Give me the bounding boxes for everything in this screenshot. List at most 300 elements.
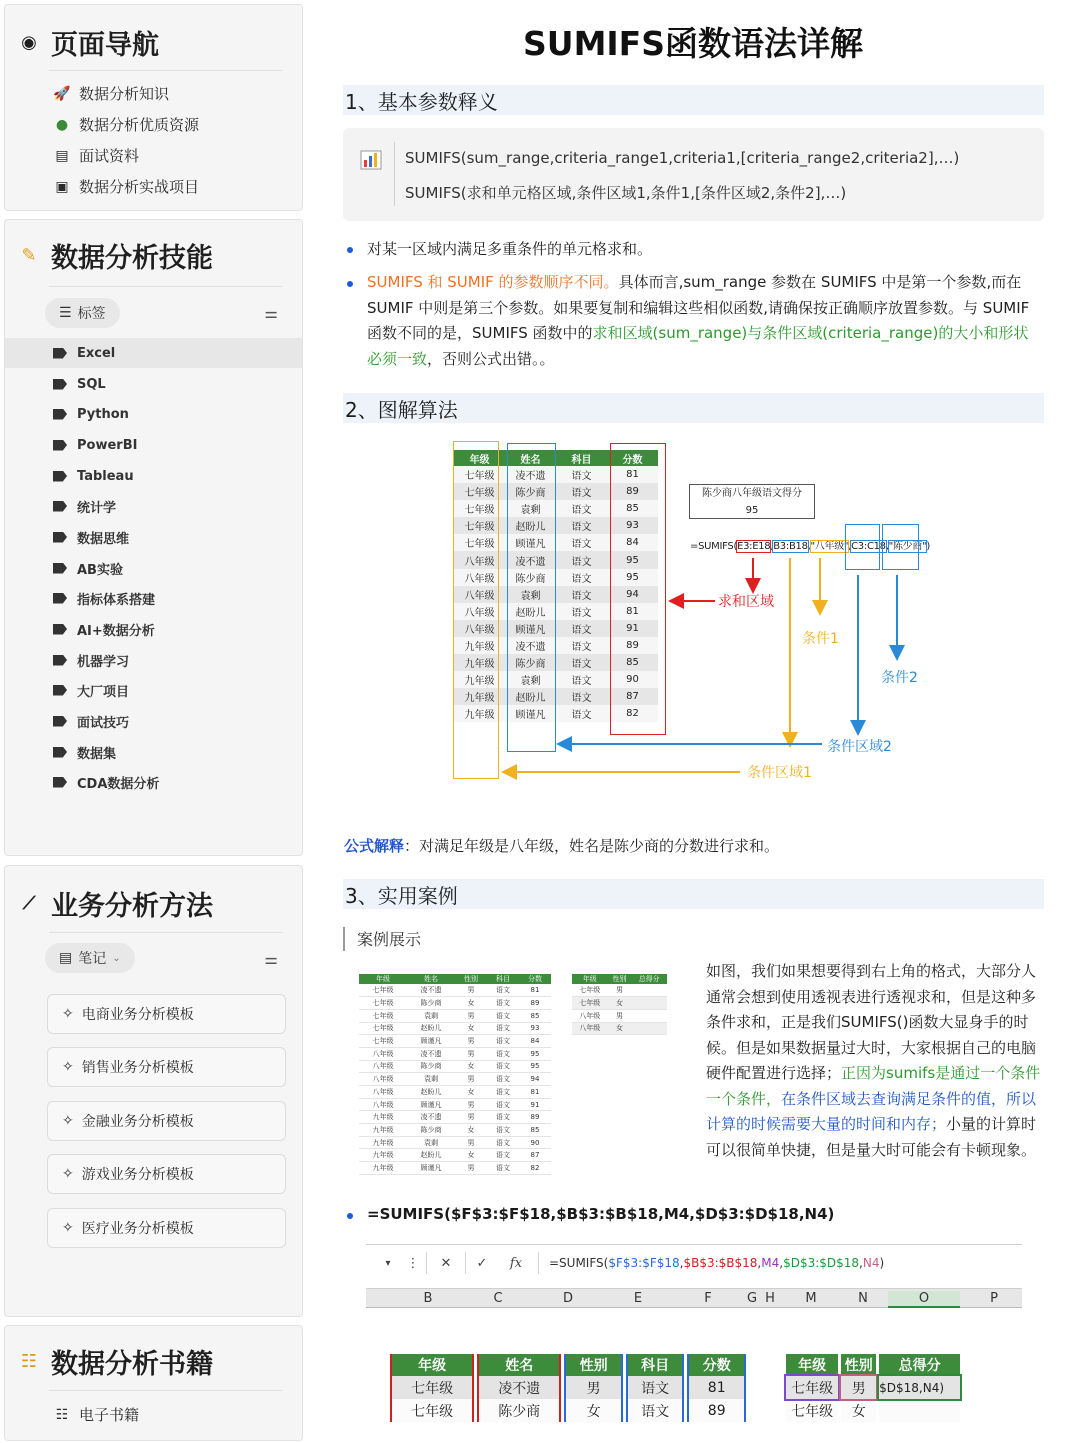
table-cell: 语文 xyxy=(487,1098,519,1111)
table-cell: 七年级 xyxy=(454,466,505,483)
table-cell: 语文 xyxy=(487,1124,519,1137)
table-cell: 陈少商 xyxy=(477,1399,561,1422)
template-button-game[interactable]: ✧ 游戏业务分析模板 xyxy=(47,1154,286,1194)
tag-item[interactable]: Excel xyxy=(5,338,302,368)
table-cell: 七年级 xyxy=(454,517,505,534)
table-cell: 81 xyxy=(519,1086,551,1099)
nav-item-ebooks[interactable]: ☷ 电子书籍 xyxy=(53,1404,139,1425)
table-cell: 89 xyxy=(607,483,658,500)
tag-item[interactable]: Python xyxy=(5,399,302,429)
table-cell: 顾谨凡 xyxy=(407,1098,455,1111)
table-cell: 七年级 xyxy=(359,1009,407,1022)
table-cell: 语文 xyxy=(487,1009,519,1022)
criteria-range1-label: 条件区域1 xyxy=(747,765,812,781)
fx-icon[interactable]: fx xyxy=(509,1255,523,1271)
template-button-ecommerce[interactable]: ✧ 电商业务分析模板 xyxy=(47,994,286,1034)
table-cell: 袁剩 xyxy=(407,1136,455,1149)
tag-icon xyxy=(53,532,67,543)
table-cell: 女 xyxy=(608,1022,632,1035)
table-row xyxy=(359,1124,551,1137)
column-header[interactable]: B xyxy=(423,1291,433,1306)
tag-icon xyxy=(53,379,67,390)
table-cell: 语文 xyxy=(556,586,607,603)
column-header: 年级 xyxy=(359,974,407,984)
table-cell: 语文 xyxy=(556,603,607,620)
table-cell: 赵盼儿 xyxy=(505,603,556,620)
tag-icon xyxy=(53,440,67,451)
bullet-dot xyxy=(347,1213,353,1219)
methods-card xyxy=(4,865,303,1317)
table-cell: 85 xyxy=(519,1124,551,1137)
compass-icon: ◉ xyxy=(21,32,37,53)
tag-item[interactable]: 面试技巧 xyxy=(5,706,302,736)
table-cell: 语文 xyxy=(556,671,607,688)
table-cell: 男 xyxy=(455,1136,487,1149)
table-cell: 八年级 xyxy=(454,620,505,637)
column-header[interactable]: G xyxy=(746,1291,758,1306)
bullet-text: SUMIFS 和 SUMIF 的参数顺序不同。具体而言,sum_range 参数在 SUMIFS 中是第一个参数,而在 SUMIF 中则是第三个参数。如果要复制和编辑这些相似函数,请确保按正确顺序放置参数。与 SUMIF函数不同的是，SUMIFS 函数中的求和区域(sum_range)与条件区域(criteria_range)的大小和形状必须一致，否则公式出错。。 xyxy=(367,273,1030,368)
skills-card xyxy=(4,219,303,856)
section-heading: 1、基本参数释义 xyxy=(343,85,1044,115)
criteria-range2-label: 条件区域2 xyxy=(827,739,892,755)
tag-item[interactable]: 数据思维 xyxy=(5,522,302,552)
table-cell: 陈少商 xyxy=(407,1060,455,1073)
column-header: 科目 xyxy=(626,1354,685,1376)
divider xyxy=(49,286,282,287)
table-cell: 陈少商 xyxy=(505,483,556,500)
table-row xyxy=(572,1009,667,1022)
table-cell: 91 xyxy=(607,620,658,637)
nav-card xyxy=(4,4,303,211)
note-icon: ▤ xyxy=(59,950,73,966)
table-cell: 语文 xyxy=(556,466,607,483)
note-filter-pill[interactable]: ▤ 笔记 ⌄ xyxy=(45,943,135,973)
nav-item-projects[interactable]: ▣ 数据分析实战项目 xyxy=(53,176,199,197)
column-header: 年级 xyxy=(454,450,505,466)
column-header[interactable]: E xyxy=(633,1291,643,1306)
table-row xyxy=(786,1399,960,1422)
table-cell: 赵盼儿 xyxy=(505,517,556,534)
tag-item[interactable]: 数据集 xyxy=(5,737,302,767)
table-cell: 82 xyxy=(607,705,658,722)
tag-item[interactable]: SQL xyxy=(5,369,302,399)
column-header: 科目 xyxy=(487,974,519,984)
table-cell: 语文 xyxy=(626,1376,685,1399)
table-cell: 81 xyxy=(519,984,551,997)
table-cell: 语文 xyxy=(626,1399,685,1422)
more-icon: ⋮ xyxy=(406,1255,420,1271)
table-cell: 语文 xyxy=(487,1073,519,1086)
column-header: 年级 xyxy=(572,974,608,984)
tag-icon xyxy=(53,777,67,788)
template-button-finance[interactable]: ✧ 金融业务分析模板 xyxy=(47,1101,286,1141)
column-header: 姓名 xyxy=(477,1354,561,1376)
table-cell: 七年级 xyxy=(454,483,505,500)
table-cell: 女 xyxy=(455,1149,487,1162)
table-cell: 赵盼儿 xyxy=(407,1022,455,1035)
table-cell: 凌不遗 xyxy=(407,1047,455,1060)
bullet-dot xyxy=(347,281,353,287)
table-cell: 语文 xyxy=(487,1047,519,1060)
table-cell: 凌不遗 xyxy=(407,984,455,997)
chevron-down-icon: ⌄ xyxy=(112,952,121,964)
table-cell: 七年级 xyxy=(390,1376,474,1399)
table-cell xyxy=(631,1022,667,1035)
table-cell: 语文 xyxy=(487,997,519,1010)
table-cell: 94 xyxy=(607,586,658,603)
table-cell: 语文 xyxy=(487,1035,519,1048)
bullet-text: 对某一区域内满足多重条件的单元格求和。 xyxy=(367,240,653,258)
case-result-table xyxy=(572,974,667,1035)
table-cell: 八年级 xyxy=(454,569,505,586)
syntax-box xyxy=(343,128,1044,221)
books-card xyxy=(4,1325,303,1441)
table-cell: 84 xyxy=(607,534,658,551)
table-cell: 八年级 xyxy=(454,603,505,620)
archive-icon: ▤ xyxy=(55,147,69,164)
table-cell: 84 xyxy=(519,1035,551,1048)
table-cell: 男 xyxy=(455,1073,487,1086)
table-cell: 语文 xyxy=(556,500,607,517)
list-icon: ☰ xyxy=(59,305,72,321)
table-cell: 七年级 xyxy=(359,1035,407,1048)
table-cell: 89 xyxy=(607,637,658,654)
table-cell: 语文 xyxy=(487,1149,519,1162)
table-cell: 顾谨凡 xyxy=(407,1162,455,1175)
table-cell: 男 xyxy=(564,1376,623,1399)
table-cell: 语文 xyxy=(556,551,607,568)
sumifs-formula: =SUMIFS($F$3:$F$18,$B$3:$B$18,M4,$D$3:$D$18,N4) xyxy=(367,1205,835,1223)
table-cell: 男 xyxy=(455,1035,487,1048)
table-cell: 八年级 xyxy=(572,1022,608,1035)
tag-item[interactable]: 统计学 xyxy=(5,491,302,521)
table-cell: 93 xyxy=(519,1022,551,1035)
column-header: 性别 xyxy=(841,1354,876,1376)
table-row xyxy=(359,1009,551,1022)
table-cell: 七年级 xyxy=(786,1376,838,1399)
table-cell: 七年级 xyxy=(359,997,407,1010)
table-row xyxy=(359,1098,551,1111)
table-cell: 凌不遗 xyxy=(505,551,556,568)
column-header: 年级 xyxy=(390,1354,474,1376)
table-cell: 七年级 xyxy=(786,1399,838,1422)
table-cell: 赵盼儿 xyxy=(407,1149,455,1162)
table-cell: 九年级 xyxy=(454,654,505,671)
table-cell: 袁剩 xyxy=(407,1009,455,1022)
table-cell: 七年级 xyxy=(572,984,608,997)
column-header[interactable]: D xyxy=(562,1291,573,1306)
tag-item[interactable]: AI+数据分析 xyxy=(5,614,302,644)
tag-icon xyxy=(53,593,67,604)
tag-item[interactable]: 大厂项目 xyxy=(5,675,302,705)
column-header[interactable]: C xyxy=(493,1291,503,1306)
case-description: 如图，我们如果想要得到右上角的格式，大部分人通常会想到使用透视表进行透视求和，但是这种多条件求和，正是我们SUMIFS()函数大显身手的时候。但是如果数据量过大时，大家根据自己的电脑硬件配置进行选择；正因为sumifs是通过一个条件一个条件，在条件区域去查询满足条件的值，所以计算的时候需要大量的时间和内存；小量的计算时可以很简单快捷，但是量大时可能会有卡顿现象。 xyxy=(706,962,1041,1159)
column-header[interactable]: N xyxy=(858,1291,868,1306)
diagram-arrows xyxy=(450,440,930,785)
table-cell: 九年级 xyxy=(359,1136,407,1149)
filter-settings-icon[interactable]: ⚌ xyxy=(264,950,278,968)
column-header: 总得分 xyxy=(879,1354,960,1376)
table-cell: 顾谨凡 xyxy=(407,1035,455,1048)
nav-item-knowledge[interactable]: 🚀 数据分析知识 xyxy=(53,85,170,103)
table-row xyxy=(786,1376,960,1399)
table-cell: 九年级 xyxy=(454,705,505,722)
list-icon: ☷ xyxy=(55,1406,69,1423)
table-cell: 93 xyxy=(607,517,658,534)
table-cell: 九年级 xyxy=(454,688,505,705)
criteria2-label: 条件2 xyxy=(881,670,918,686)
divider xyxy=(49,1390,282,1391)
table-row xyxy=(390,1399,746,1422)
table-cell: 95 xyxy=(519,1047,551,1060)
magic-wand-icon: ✧ xyxy=(62,1006,74,1022)
table-row xyxy=(359,1136,551,1149)
table-cell: 八年级 xyxy=(454,551,505,568)
table-cell: 男 xyxy=(455,1047,487,1060)
table-cell: 85 xyxy=(519,1009,551,1022)
table-cell: 七年级 xyxy=(359,984,407,997)
column-header[interactable]: M xyxy=(805,1291,817,1306)
table-cell: 男 xyxy=(455,984,487,997)
table-cell: 袁剩 xyxy=(505,500,556,517)
table-cell: 陈少商 xyxy=(505,654,556,671)
tag-item[interactable]: Tableau xyxy=(5,461,302,491)
magic-wand-icon: ✧ xyxy=(62,1113,74,1129)
bar-chart-icon xyxy=(360,150,382,170)
table-cell: 顾谨凡 xyxy=(505,705,556,722)
divider xyxy=(49,70,282,71)
table-cell: 语文 xyxy=(556,569,607,586)
table-cell: 89 xyxy=(519,1111,551,1124)
table-cell: 语文 xyxy=(556,517,607,534)
table-cell: 凌不遗 xyxy=(477,1376,561,1399)
table-cell xyxy=(631,1009,667,1022)
table-row xyxy=(572,1022,667,1035)
column-header: 性别 xyxy=(564,1354,623,1376)
column-header[interactable]: H xyxy=(765,1291,775,1306)
table-cell: 81 xyxy=(607,603,658,620)
table-row xyxy=(359,1047,551,1060)
tag-icon xyxy=(53,685,67,696)
table-cell: 语文 xyxy=(556,654,607,671)
page-title: SUMIFS函数语法详解 xyxy=(523,24,863,63)
table-cell: 94 xyxy=(519,1073,551,1086)
table-cell: 九年级 xyxy=(359,1149,407,1162)
table-row xyxy=(359,1022,551,1035)
column-header: 年级 xyxy=(786,1354,838,1376)
table-row xyxy=(359,1162,551,1175)
column-header-bar xyxy=(366,1288,1022,1308)
tag-icon xyxy=(53,747,67,758)
table-cell: 袁剩 xyxy=(505,671,556,688)
column-header[interactable]: P xyxy=(990,1291,998,1306)
tag-item[interactable]: 指标体系搭建 xyxy=(5,583,302,613)
tag-icon xyxy=(53,716,67,727)
tag-icon xyxy=(53,655,67,666)
column-header-selected[interactable]: O xyxy=(888,1291,960,1308)
case-tag: 案例展示 xyxy=(343,927,421,951)
cancel-icon[interactable]: ✕ xyxy=(426,1252,466,1274)
table-cell: 90 xyxy=(607,671,658,688)
table-row xyxy=(359,1073,551,1086)
syntax-cn: SUMIFS(求和单元格区域,条件区域1,条件1,[条件区域2,条件2],…) xyxy=(405,184,847,202)
column-header: 分数 xyxy=(687,1354,746,1376)
books-title: ☷ 数据分析书籍 xyxy=(20,1349,213,1380)
tag-icon xyxy=(53,471,67,482)
table-cell: 顾谨凡 xyxy=(505,534,556,551)
nav-title: ◉ 页面导航 xyxy=(19,23,159,62)
table-cell: 女 xyxy=(455,997,487,1010)
table-cell: 81 xyxy=(687,1376,746,1399)
table-cell: 男 xyxy=(608,984,632,997)
syntax-en: SUMIFS(sum_range,criteria_range1,criteria1,[criteria_range2,criteria2],…) xyxy=(405,149,960,167)
table-cell: 女 xyxy=(841,1399,876,1422)
template-button-sales[interactable]: ✧ 销售业务分析模板 xyxy=(47,1047,286,1087)
table-cell: 凌不遗 xyxy=(505,466,556,483)
column-header: 性别 xyxy=(455,974,487,984)
bullet-dot xyxy=(347,247,353,253)
tag-icon xyxy=(53,409,67,420)
nav-item-resources[interactable]: ● 数据分析优质资源 xyxy=(53,114,199,135)
table-cell: 九年级 xyxy=(359,1162,407,1175)
excel-result-table xyxy=(783,1354,963,1422)
table-cell: 袁剩 xyxy=(407,1073,455,1086)
tag-icon xyxy=(53,348,67,359)
table-cell: 语文 xyxy=(487,1162,519,1175)
table-cell: 男 xyxy=(455,1162,487,1175)
table-cell: 语文 xyxy=(487,1022,519,1035)
table-cell: 95 xyxy=(607,569,658,586)
table-cell: 九年级 xyxy=(454,637,505,654)
table-cell: 90 xyxy=(519,1136,551,1149)
wand-icon: ⟋ xyxy=(22,893,36,914)
column-header: 分数 xyxy=(607,450,658,466)
table-row xyxy=(359,984,551,997)
table-cell: 九年级 xyxy=(359,1111,407,1124)
rocket-icon: 🚀 xyxy=(53,85,71,102)
divider xyxy=(49,932,282,933)
filter-settings-icon[interactable]: ⚌ xyxy=(264,304,278,322)
table-cell: 语文 xyxy=(556,483,607,500)
skills-title: ✎ 数据分析技能 xyxy=(19,236,213,275)
table-cell: 七年级 xyxy=(572,997,608,1010)
table-cell: 85 xyxy=(607,654,658,671)
formula-explanation: 公式解释：对满足年级是八年级，姓名是陈少商的分数进行求和。 xyxy=(344,837,780,855)
table-cell: 语文 xyxy=(487,1136,519,1149)
table-cell: 82 xyxy=(519,1162,551,1175)
table-cell: 八年级 xyxy=(359,1047,407,1060)
column-header: 总得分 xyxy=(631,974,667,984)
nav-item-interview[interactable]: ▤ 面试资料 xyxy=(53,145,139,166)
tag-item[interactable]: 机器学习 xyxy=(5,645,302,675)
table-cell: 男 xyxy=(455,1098,487,1111)
column-header: 性别 xyxy=(608,974,632,984)
table-cell: 七年级 xyxy=(390,1399,474,1422)
tag-icon xyxy=(53,501,67,512)
table-row xyxy=(359,1149,551,1162)
table-cell: 七年级 xyxy=(454,534,505,551)
criteria1-label: 条件1 xyxy=(802,631,839,647)
table-cell: 语文 xyxy=(487,1060,519,1073)
table-cell: 八年级 xyxy=(359,1060,407,1073)
magic-wand-icon: ✧ xyxy=(62,1166,74,1182)
table-cell: 陈少商 xyxy=(407,997,455,1010)
formula-input[interactable]: =SUMIFS($F$3:$F$18,$B$3:$B$18,M4,$D$3:$D$18,N4) xyxy=(538,1252,1022,1274)
tag-icon xyxy=(53,563,67,574)
table-cell: 女 xyxy=(608,997,632,1010)
column-header: 科目 xyxy=(556,450,607,466)
tag-item[interactable]: AB实验 xyxy=(5,553,302,583)
section-heading: 2、图解算法 xyxy=(343,393,1044,423)
table-row xyxy=(390,1376,746,1399)
table-cell: 七年级 xyxy=(454,500,505,517)
tag-item[interactable]: CDA数据分析 xyxy=(5,767,302,797)
table-cell: 85 xyxy=(607,500,658,517)
table-cell: 语文 xyxy=(487,984,519,997)
table-cell: 九年级 xyxy=(454,671,505,688)
table-cell: 81 xyxy=(607,466,658,483)
sumifs-diagram xyxy=(450,440,930,785)
template-button-medical[interactable]: ✧ 医疗业务分析模板 xyxy=(47,1208,286,1248)
table-cell: 女 xyxy=(455,1022,487,1035)
column-header[interactable]: F xyxy=(704,1291,712,1306)
table-cell: 八年级 xyxy=(572,1009,608,1022)
table-cell: 陈少商 xyxy=(505,569,556,586)
table-cell: 语文 xyxy=(487,1086,519,1099)
table-cell: 女 xyxy=(455,1086,487,1099)
magic-wand-icon: ✧ xyxy=(62,1220,74,1236)
table-cell: 95 xyxy=(607,551,658,568)
result-note: 陈少商八年级语文得分 95 xyxy=(689,484,815,519)
pencil-icon: ✎ xyxy=(21,245,37,266)
table-cell: 语文 xyxy=(556,534,607,551)
table-cell: 语文 xyxy=(556,705,607,722)
table-row xyxy=(359,1111,551,1124)
methods-title: ⟋ 业务分析方法 xyxy=(19,884,213,923)
table-cell: 95 xyxy=(519,1060,551,1073)
floppy-icon: ▣ xyxy=(55,178,69,195)
tag-icon xyxy=(53,624,67,635)
table-cell: 女 xyxy=(455,1124,487,1137)
name-box-dropdown[interactable]: ▾ xyxy=(385,1257,391,1269)
diagram-formula: =SUMIFS(E3:E18,B3:B18,"八年级",C3:C18,"陈少商") xyxy=(690,541,930,552)
table-cell: 陈少商 xyxy=(407,1124,455,1137)
checklist-icon: ☷ xyxy=(20,1351,38,1372)
table-cell: 87 xyxy=(519,1149,551,1162)
table-row xyxy=(572,997,667,1010)
confirm-icon[interactable]: ✓ xyxy=(476,1255,488,1271)
column-header: 姓名 xyxy=(505,450,556,466)
table-cell: 男 xyxy=(841,1376,876,1399)
table-cell: 八年级 xyxy=(454,586,505,603)
tag-filter-pill[interactable]: ☰ 标签 xyxy=(45,298,120,328)
table-cell: 87 xyxy=(607,688,658,705)
tag-item[interactable]: PowerBI xyxy=(5,430,302,460)
table-cell: 赵盼儿 xyxy=(407,1086,455,1099)
table-cell: 八年级 xyxy=(359,1098,407,1111)
section-heading: 3、实用案例 xyxy=(343,879,1044,909)
table-cell xyxy=(631,984,667,997)
case-data-table xyxy=(359,974,551,1175)
divider xyxy=(394,142,395,206)
tree-icon: ● xyxy=(55,116,69,133)
table-cell: 九年级 xyxy=(359,1124,407,1137)
table-cell: 语文 xyxy=(556,620,607,637)
magic-wand-icon: ✧ xyxy=(62,1059,74,1075)
table-cell: 赵盼儿 xyxy=(505,688,556,705)
table-cell: 男 xyxy=(455,1009,487,1022)
excel-source-table xyxy=(387,1354,749,1422)
